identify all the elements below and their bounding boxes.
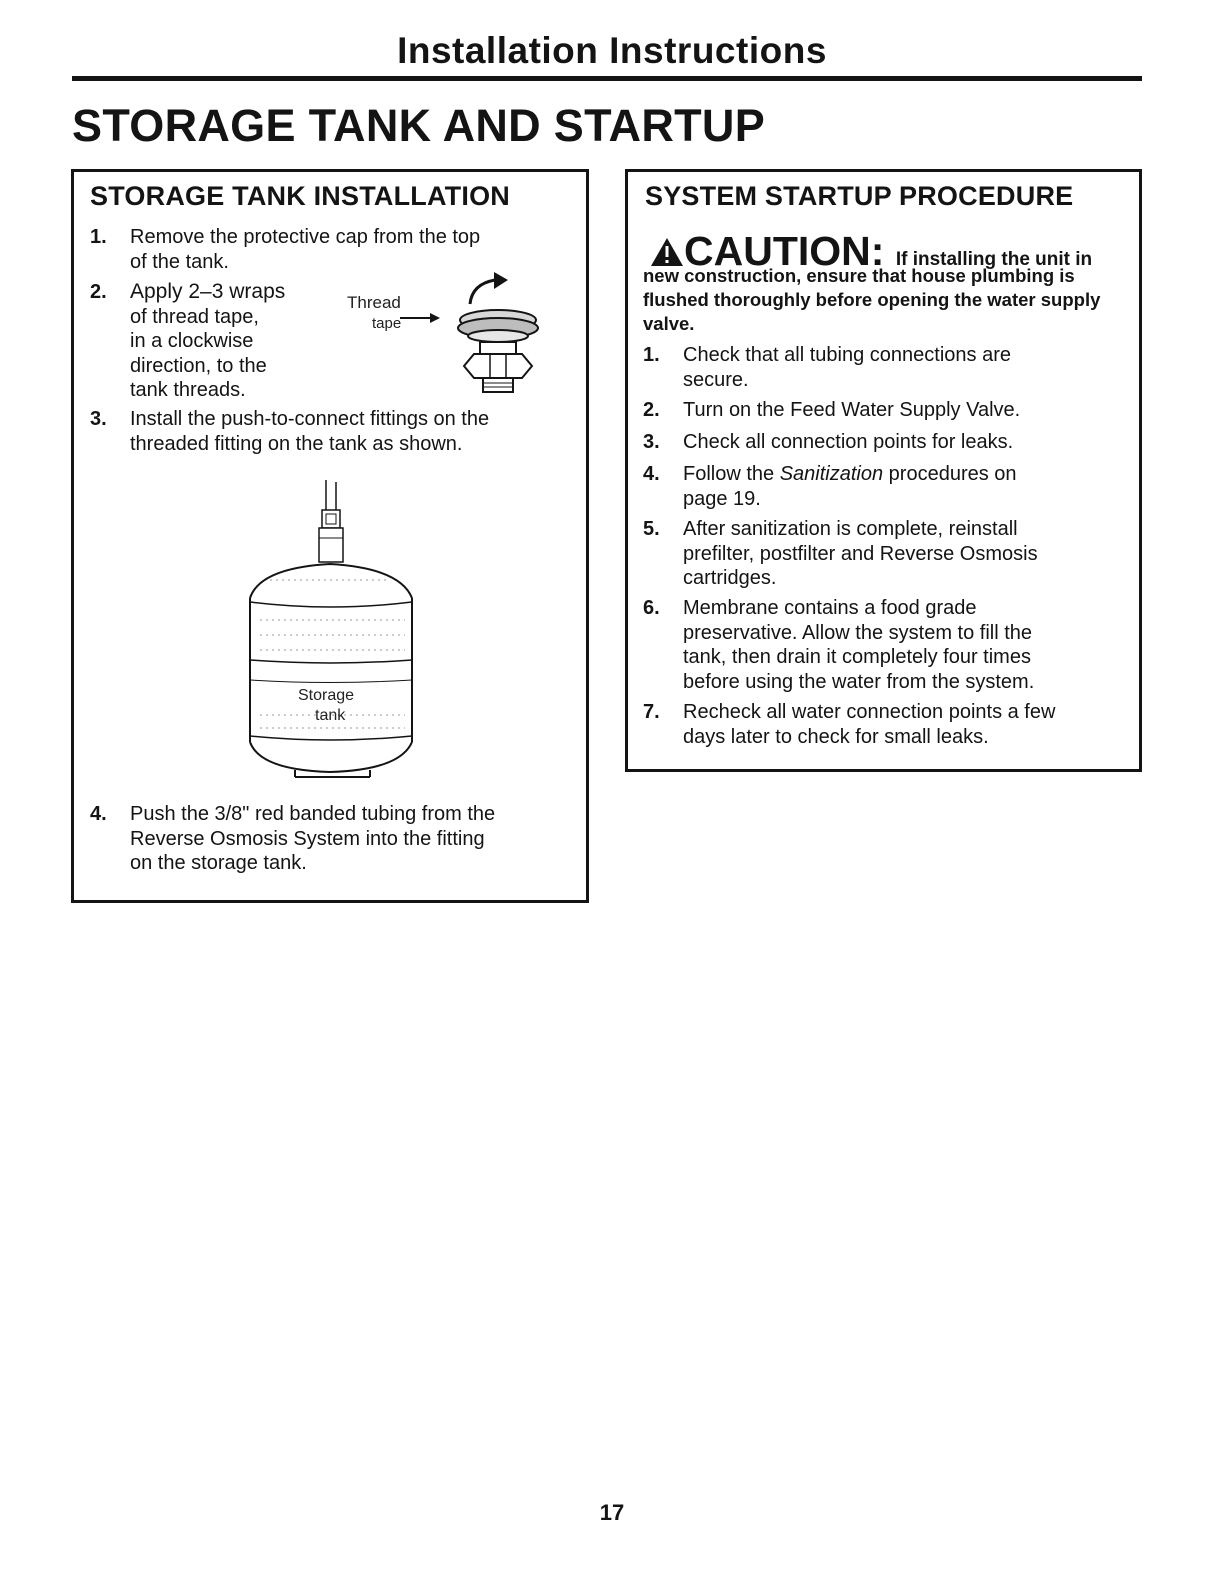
- caution-lead: If installing the unit in: [895, 249, 1093, 270]
- header-rule: [72, 76, 1142, 81]
- caution-word: CAUTION:: [684, 228, 885, 274]
- thread-label: Thread: [347, 293, 401, 312]
- storage-tank-figure: [240, 480, 430, 780]
- warning-triangle-icon: [650, 237, 684, 267]
- header-title: Installation Instructions: [397, 30, 827, 71]
- thread-tape-figure: [340, 270, 550, 395]
- storage-label: Storage: [298, 687, 355, 704]
- tape-label: tape: [372, 315, 402, 332]
- tank-label: tank: [315, 707, 346, 724]
- sanitization-link-text: Sanitization: [779, 463, 884, 485]
- page-heading: STORAGE TANK AND STARTUP: [72, 100, 766, 151]
- startup-title: SYSTEM STARTUP PROCEDURE: [645, 181, 1074, 211]
- storage-tank-title: STORAGE TANK INSTALLATION: [90, 181, 510, 211]
- caution-body: new construction, ensure that house plumbing is flushed thoroughly before opening the water supply valve.: [643, 265, 1101, 334]
- page-number: 17: [599, 1500, 625, 1525]
